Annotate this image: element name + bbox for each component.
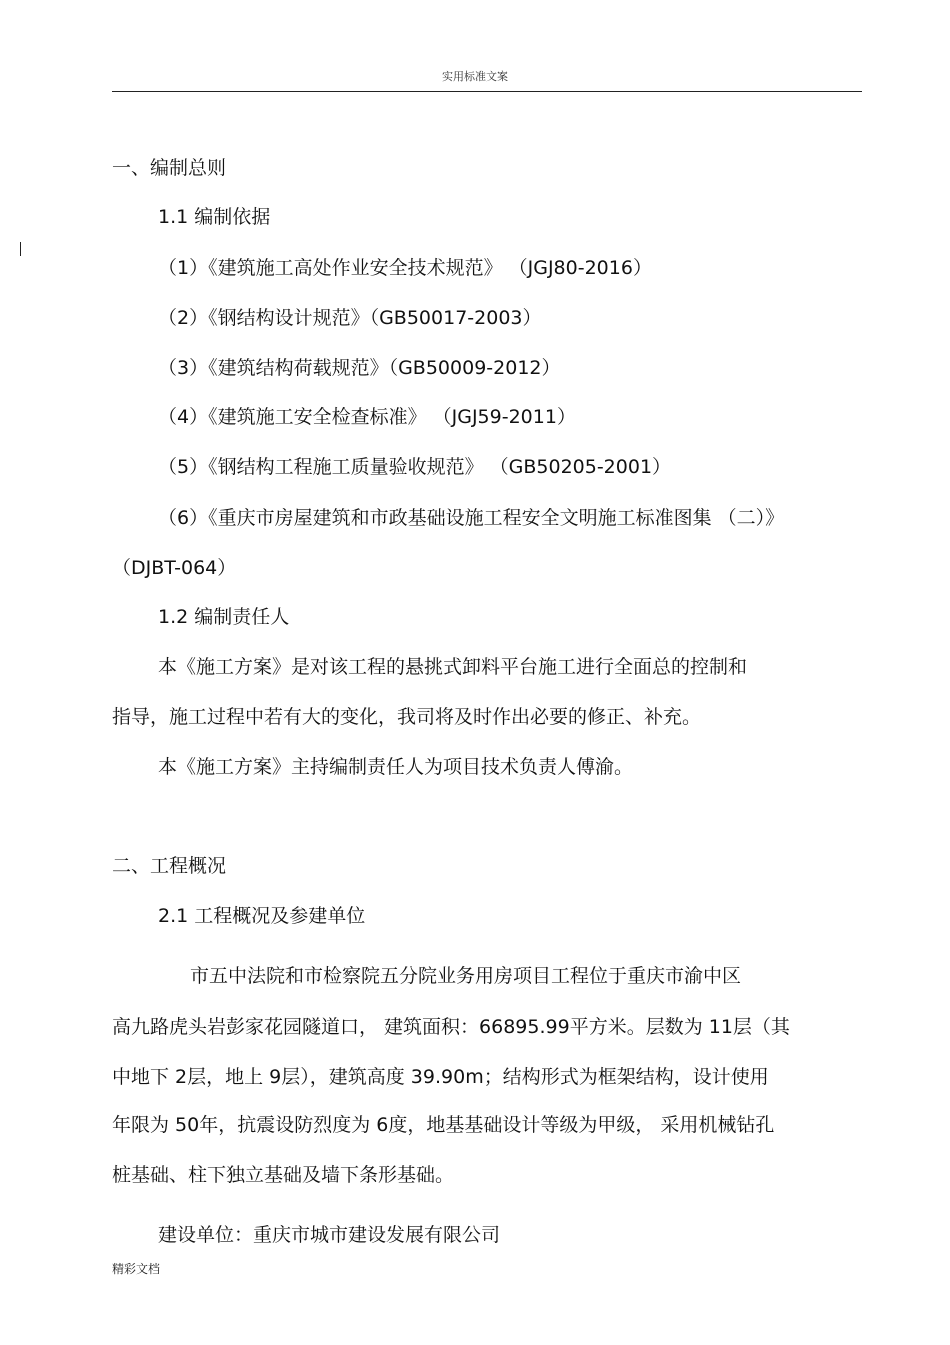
reference-item: （4）《建筑施工安全检查标准》 （JGJ59-2011） bbox=[158, 406, 576, 428]
paragraph-line: 本《施工方案》是对该工程的悬挑式卸料平台施工进行全面总的控制和 bbox=[158, 656, 748, 678]
paragraph-line: 年限为 50年，抗震设防烈度为 6度，地基基础设计等级为甲级， 采用机械钻孔 bbox=[112, 1114, 775, 1136]
reference-item: （2）《钢结构设计规范》（GB50017-2003） bbox=[158, 307, 542, 329]
reference-item: （3）《建筑结构荷载规范》（GB50009-2012） bbox=[158, 357, 561, 379]
page-footer: 精彩文档 bbox=[112, 1262, 161, 1276]
reference-item: （6）《重庆市房屋建筑和市政基础设施工程安全文明施工标准图集 （二）》 bbox=[158, 507, 785, 529]
section-1-2-heading: 1.2 编制责任人 bbox=[158, 606, 290, 628]
header-divider bbox=[112, 91, 862, 92]
reference-item: （1）《建筑施工高处作业安全技术规范》 （JGJ80-2016） bbox=[158, 257, 652, 279]
section-1-1-heading: 1.1 编制依据 bbox=[158, 206, 271, 228]
section-1-heading: 一、编制总则 bbox=[112, 157, 227, 179]
builder-line: 建设单位：重庆市城市建设发展有限公司 bbox=[158, 1224, 501, 1246]
header-title: 实用标准文案 bbox=[442, 70, 508, 83]
reference-item: （5）《钢结构工程施工质量验收规范》 （GB50205-2001） bbox=[158, 456, 672, 478]
margin-mark bbox=[20, 242, 21, 256]
section-2-1-heading: 2.1 工程概况及参建单位 bbox=[158, 905, 366, 927]
paragraph-line: 市五中法院和市检察院五分院业务用房项目工程位于重庆市渝中区 bbox=[190, 965, 742, 987]
section-2-heading: 二、工程概况 bbox=[112, 855, 227, 877]
paragraph-line: 指导，施工过程中若有大的变化，我司将及时作出必要的修正、补充。 bbox=[112, 706, 702, 728]
paragraph-line: 中地下 2层，地上 9层），建筑高度 39.90m；结构形式为框架结构，设计使用 bbox=[112, 1066, 769, 1088]
paragraph-line: 高九路虎头岩彭家花园隧道口， 建筑面积：66895.99平方米。层数为 11层（其 bbox=[112, 1016, 790, 1038]
reference-item-continuation: （DJBT-064） bbox=[112, 557, 237, 579]
paragraph-line: 桩基础、柱下独立基础及墙下条形基础。 bbox=[112, 1164, 455, 1186]
paragraph-line: 本《施工方案》主持编制责任人为项目技术负责人傅渝。 bbox=[158, 756, 634, 778]
